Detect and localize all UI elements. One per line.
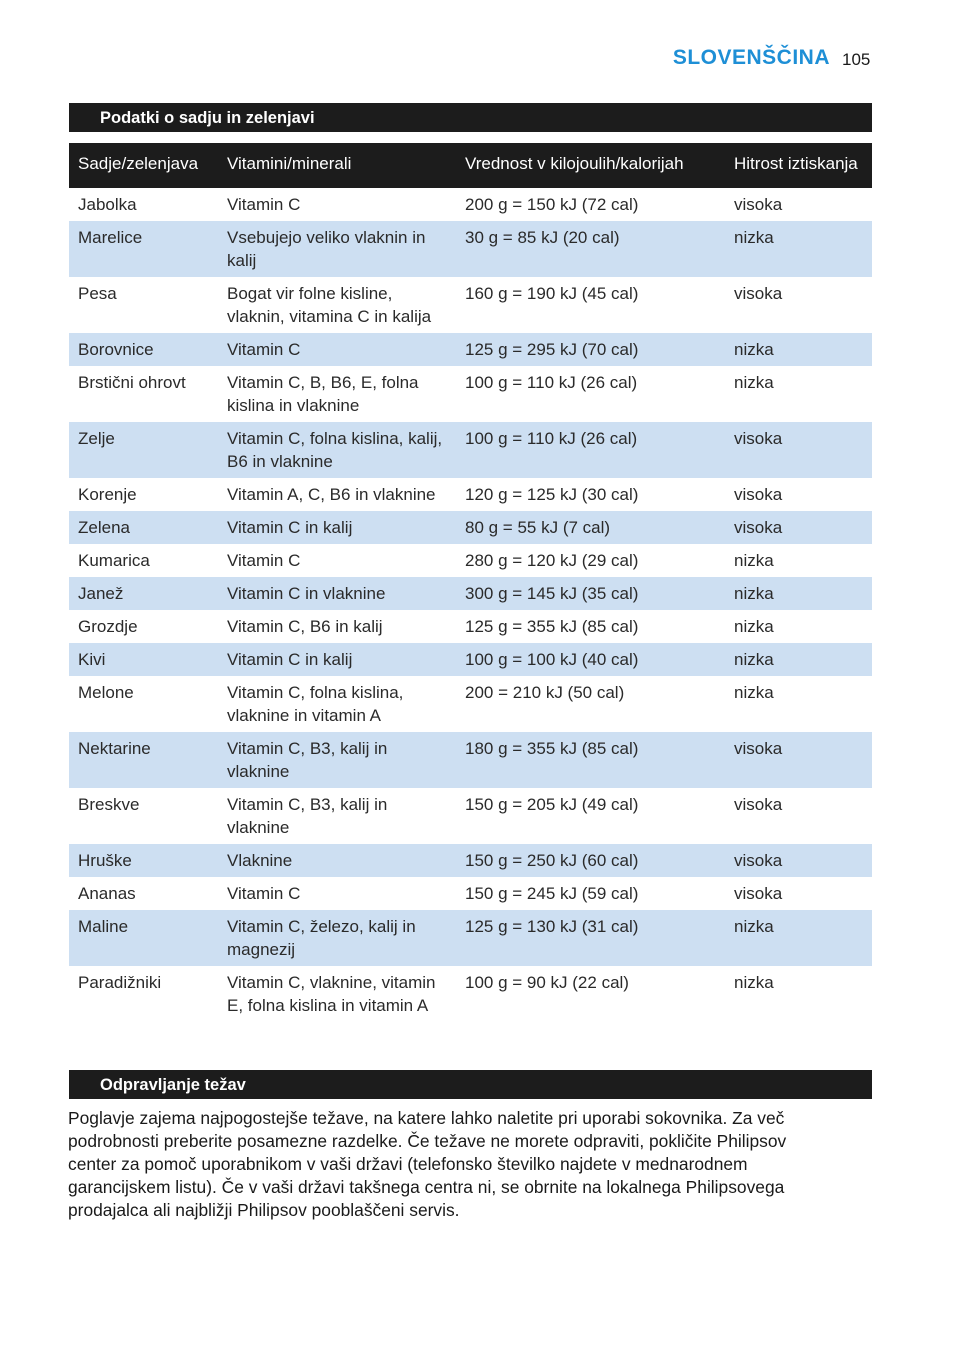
cell-juicing-speed: visoka: [725, 422, 872, 478]
cell-juicing-speed: nizka: [725, 333, 872, 366]
cell-energy: 150 g = 245 kJ (59 cal): [456, 877, 725, 910]
cell-vitamins: Vitamin C, železo, kalij in magnezij: [218, 910, 456, 966]
table-row: [69, 511, 872, 544]
cell-juicing-speed: visoka: [725, 188, 872, 221]
cell-vitamins: Vitamin C in kalij: [218, 511, 456, 544]
cell-juicing-speed: nizka: [725, 221, 872, 277]
cell-vitamins: Vitamin C, B, B6, E, folna kislina in vlaknine: [218, 366, 456, 422]
table-row: [69, 422, 872, 478]
table-row: [69, 844, 872, 877]
cell-juicing-speed: nizka: [725, 966, 872, 1022]
table-row: [69, 277, 872, 333]
section-title-troubleshooting: Odpravljanje težav: [69, 1070, 872, 1099]
cell-energy: 100 g = 110 kJ (26 cal): [456, 422, 725, 478]
cell-produce: Nektarine: [69, 732, 218, 788]
cell-produce: Hruške: [69, 844, 218, 877]
cell-vitamins: Vitamin C: [218, 544, 456, 577]
cell-vitamins: Vsebujejo veliko vlaknin in kalij: [218, 221, 456, 277]
cell-vitamins: Vitamin C, B3, kalij in vlaknine: [218, 788, 456, 844]
cell-produce: Zelena: [69, 511, 218, 544]
cell-energy: 180 g = 355 kJ (85 cal): [456, 732, 725, 788]
cell-juicing-speed: nizka: [725, 366, 872, 422]
table-row: [69, 221, 872, 277]
cell-energy: 30 g = 85 kJ (20 cal): [456, 221, 725, 277]
table-row: [69, 877, 872, 910]
cell-produce: Marelice: [69, 221, 218, 277]
table-row: [69, 610, 872, 643]
cell-vitamins: Vitamin C in vlaknine: [218, 577, 456, 610]
language-heading: SLOVENŠČINA: [672, 46, 830, 69]
cell-energy: 80 g = 55 kJ (7 cal): [456, 511, 725, 544]
table-row: [69, 966, 872, 1022]
cell-energy: 160 g = 190 kJ (45 cal): [456, 277, 725, 333]
cell-vitamins: Vitamin C, folna kislina, kalij, B6 in vlaknine: [218, 422, 456, 478]
cell-juicing-speed: nizka: [725, 544, 872, 577]
cell-produce: Grozdje: [69, 610, 218, 643]
cell-produce: Maline: [69, 910, 218, 966]
cell-energy: 120 g = 125 kJ (30 cal): [456, 478, 725, 511]
cell-juicing-speed: visoka: [725, 277, 872, 333]
cell-vitamins: Vitamin C: [218, 333, 456, 366]
cell-vitamins: Vitamin C, vlaknine, vitamin E, folna kislina in vitamin A: [218, 966, 456, 1022]
cell-juicing-speed: visoka: [725, 788, 872, 844]
cell-produce: Pesa: [69, 277, 218, 333]
cell-juicing-speed: visoka: [725, 511, 872, 544]
cell-juicing-speed: visoka: [725, 732, 872, 788]
cell-energy: 280 g = 120 kJ (29 cal): [456, 544, 725, 577]
cell-produce: Breskve: [69, 788, 218, 844]
cell-juicing-speed: nizka: [725, 577, 872, 610]
cell-energy: 100 g = 110 kJ (26 cal): [456, 366, 725, 422]
cell-produce: Kumarica: [69, 544, 218, 577]
cell-juicing-speed: nizka: [725, 676, 872, 732]
table-row: [69, 478, 872, 511]
column-header-energy: Vrednost v kilojoulih/kalorijah: [456, 143, 725, 188]
page-number: 105: [842, 50, 871, 69]
table-row: [69, 544, 872, 577]
cell-vitamins: Vitamin C, B3, kalij in vlaknine: [218, 732, 456, 788]
cell-energy: 100 g = 100 kJ (40 cal): [456, 643, 725, 676]
table-row: [69, 577, 872, 610]
section-title-fruit-data: Podatki o sadju in zelenjavi: [69, 103, 872, 132]
cell-produce: Kivi: [69, 643, 218, 676]
cell-produce: Korenje: [69, 478, 218, 511]
cell-juicing-speed: visoka: [725, 844, 872, 877]
cell-energy: 150 g = 205 kJ (49 cal): [456, 788, 725, 844]
cell-vitamins: Vitamin C: [218, 188, 456, 221]
cell-produce: Jabolka: [69, 188, 218, 221]
column-header-vitamins: Vitamini/minerali: [218, 143, 456, 188]
table-row: [69, 910, 872, 966]
cell-energy: 150 g = 250 kJ (60 cal): [456, 844, 725, 877]
cell-energy: 100 g = 90 kJ (22 cal): [456, 966, 725, 1022]
cell-energy: 200 g = 150 kJ (72 cal): [456, 188, 725, 221]
cell-energy: 200 = 210 kJ (50 cal): [456, 676, 725, 732]
cell-juicing-speed: nizka: [725, 910, 872, 966]
cell-energy: 300 g = 145 kJ (35 cal): [456, 577, 725, 610]
cell-juicing-speed: visoka: [725, 877, 872, 910]
table-body: [69, 188, 872, 1022]
cell-vitamins: Bogat vir folne kisline, vlaknin, vitamina C in kalija: [218, 277, 456, 333]
fruit-vegetable-table: [69, 143, 872, 1022]
table-row: [69, 732, 872, 788]
cell-vitamins: Vitamin C, folna kislina, vlaknine in vitamin A: [218, 676, 456, 732]
cell-juicing-speed: nizka: [725, 643, 872, 676]
cell-vitamins: Vitamin A, C, B6 in vlaknine: [218, 478, 456, 511]
table-row: [69, 676, 872, 732]
cell-produce: Zelje: [69, 422, 218, 478]
cell-juicing-speed: nizka: [725, 610, 872, 643]
cell-produce: Borovnice: [69, 333, 218, 366]
cell-produce: Janež: [69, 577, 218, 610]
cell-energy: 125 g = 130 kJ (31 cal): [456, 910, 725, 966]
troubleshooting-intro-paragraph: Poglavje zajema najpogostejše težave, na katere lahko naletite pri uporabi sokovnika. Za več podrobnosti preberite posamezne razdelke. Če težave ne morete odpraviti, pokličite Philipsov center za pomoč uporabnikom v vaši državi (telefonsko številko najdete v mednarodnem garancijskem listu). Če v vaši državi takšnega centra ni, se obrnite na lokalnega Philipsovega prodajalca ali najbližji Philipsov pooblaščeni servis.: [68, 1108, 787, 1220]
table-row: [69, 333, 872, 366]
table-row: [69, 643, 872, 676]
column-header-produce: Sadje/zelenjava: [69, 143, 218, 188]
cell-energy: 125 g = 355 kJ (85 cal): [456, 610, 725, 643]
cell-produce: Ananas: [69, 877, 218, 910]
cell-vitamins: Vitamin C in kalij: [218, 643, 456, 676]
table-row: [69, 366, 872, 422]
cell-produce: Paradižniki: [69, 966, 218, 1022]
cell-vitamins: Vlaknine: [218, 844, 456, 877]
cell-produce: Brstični ohrovt: [69, 366, 218, 422]
table-header-row: [69, 143, 872, 188]
cell-vitamins: Vitamin C, B6 in kalij: [218, 610, 456, 643]
table-row: [69, 188, 872, 221]
table-row: [69, 788, 872, 844]
column-header-juicing-speed: Hitrost iztiskanja: [725, 143, 872, 188]
cell-produce: Melone: [69, 676, 218, 732]
cell-juicing-speed: visoka: [725, 478, 872, 511]
cell-vitamins: Vitamin C: [218, 877, 456, 910]
cell-energy: 125 g = 295 kJ (70 cal): [456, 333, 725, 366]
